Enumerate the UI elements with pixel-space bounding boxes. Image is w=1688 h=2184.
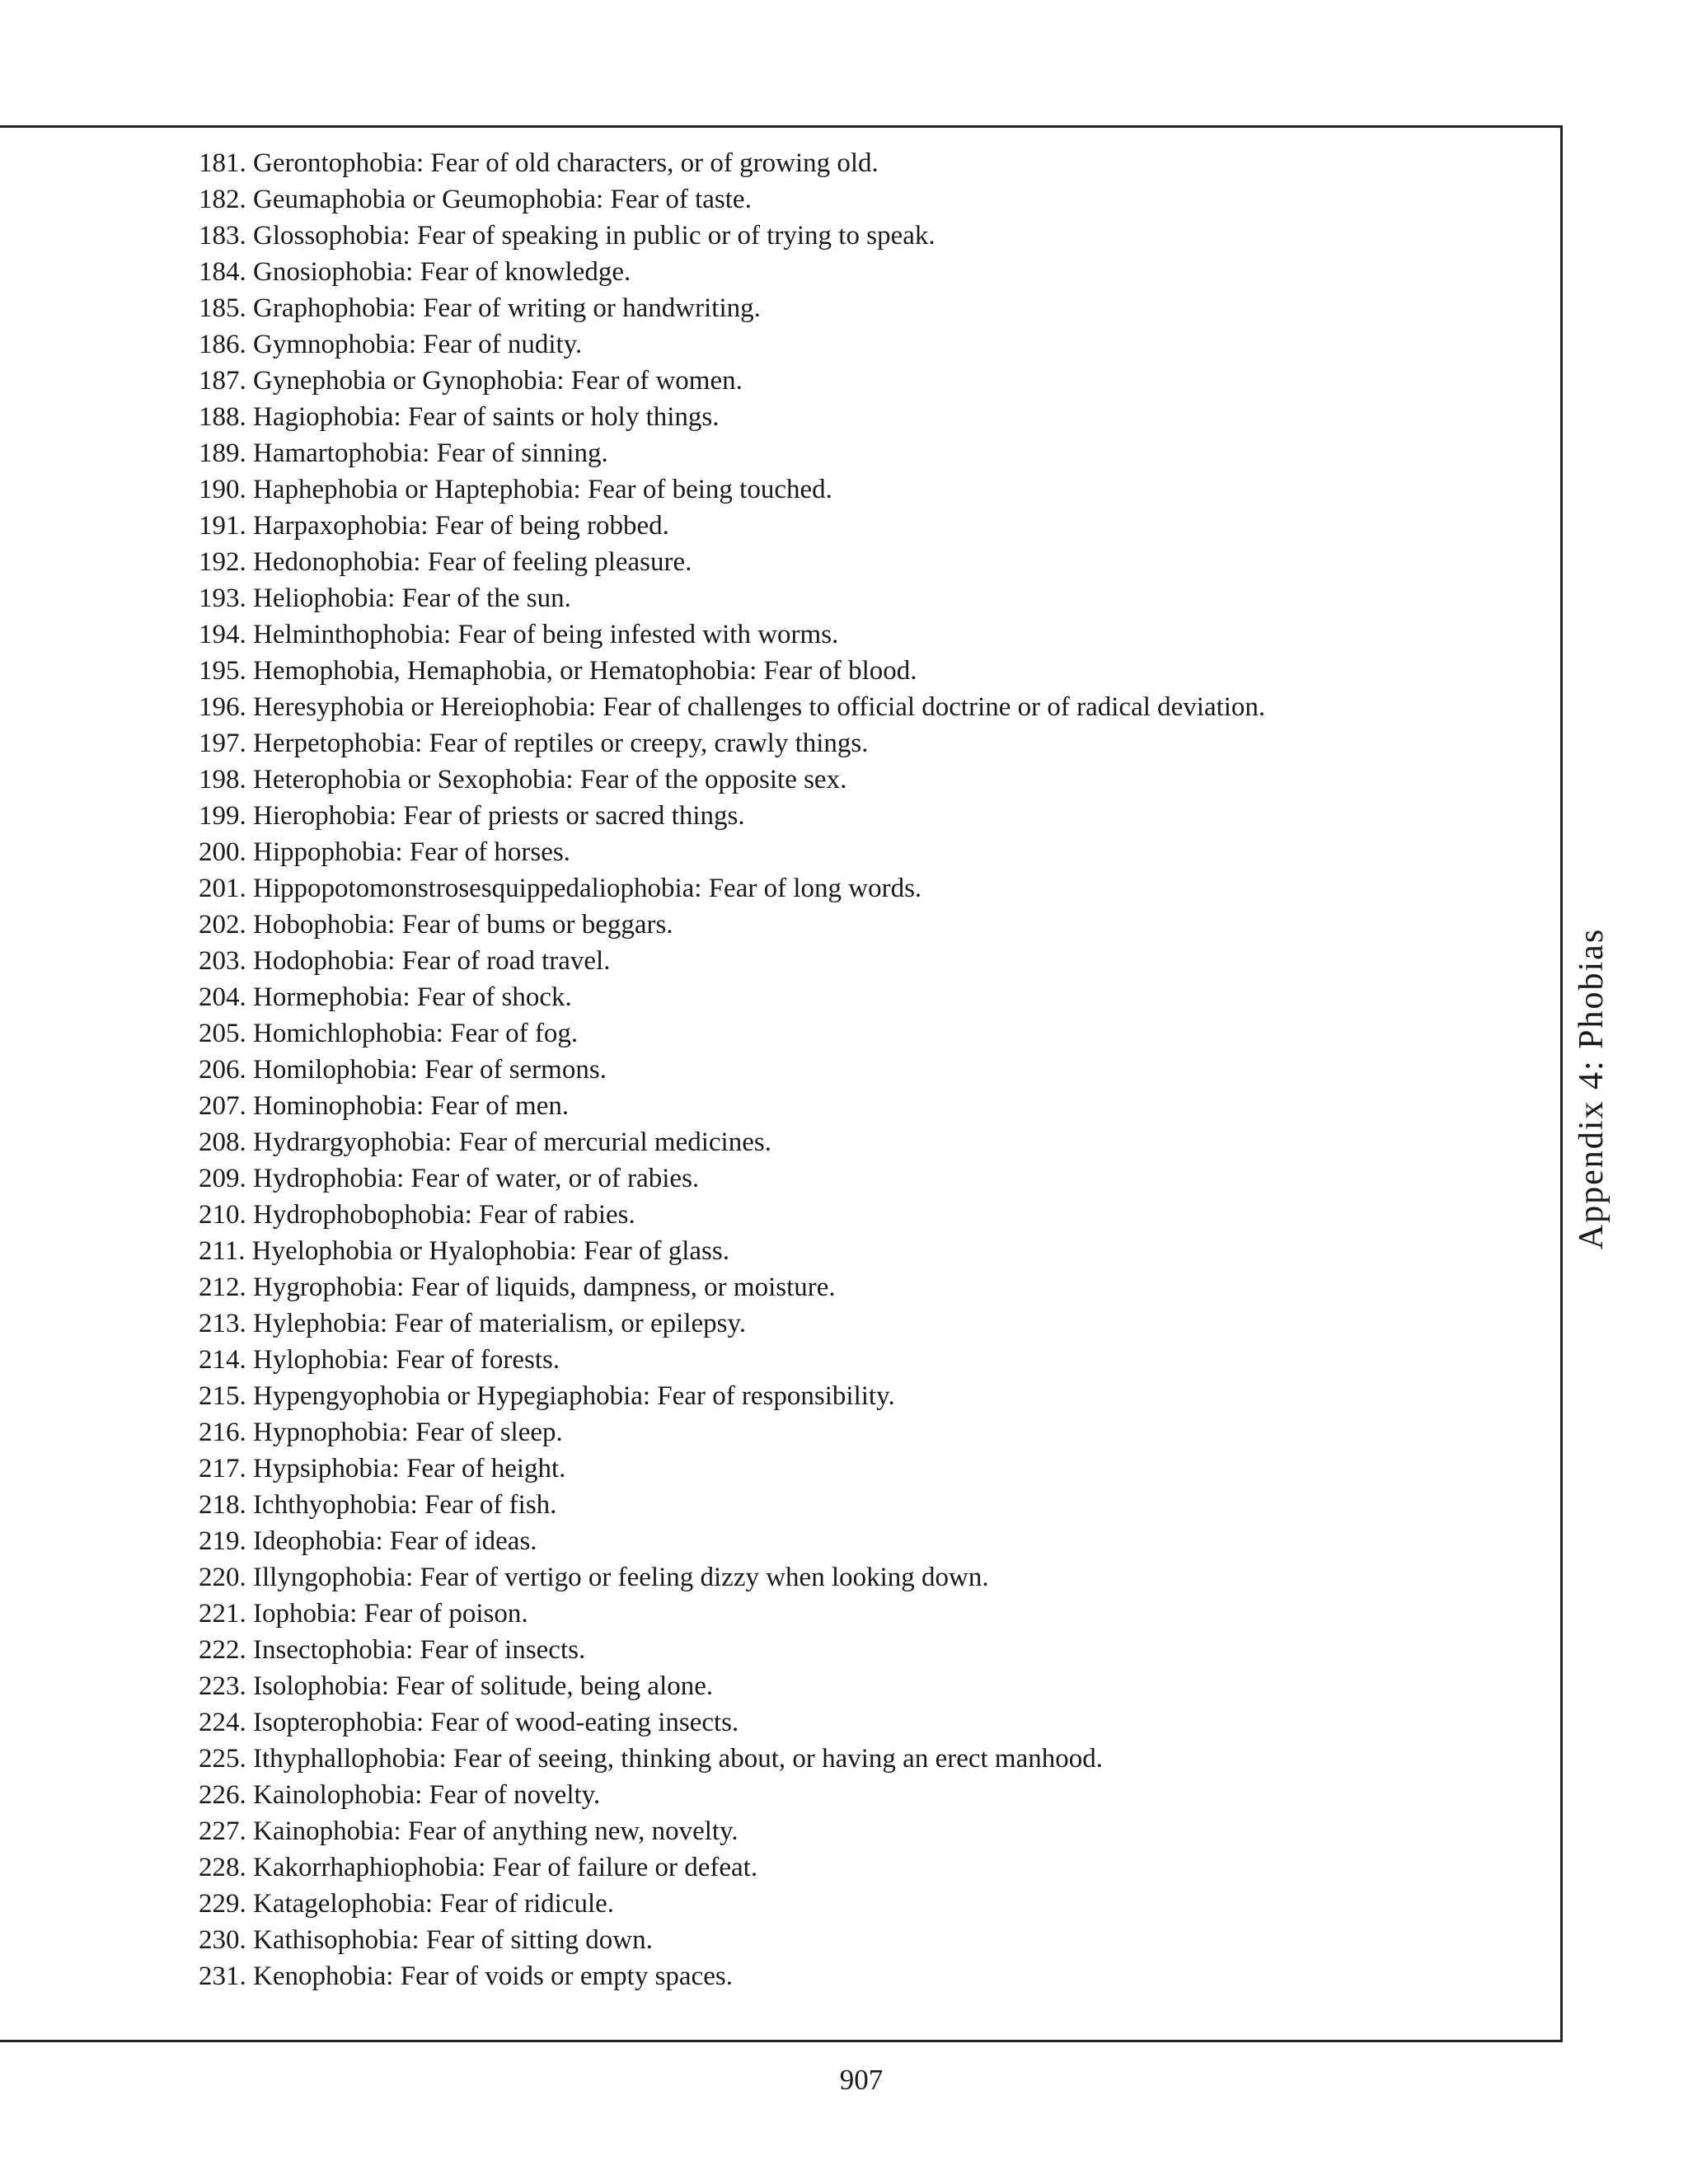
list-item: 191. Harpaxophobia: Fear of being robbed. [199, 511, 669, 541]
list-item: 223. Isolophobia: Fear of solitude, being alone. [199, 1671, 714, 1701]
list-item: 228. Kakorrhaphiophobia: Fear of failure or defeat. [199, 1853, 758, 1882]
list-item: 226. Kainolophobia: Fear of novelty. [199, 1780, 601, 1810]
list-item: 198. Heterophobia or Sexophobia: Fear of the opposite sex. [199, 765, 847, 794]
list-item: 221. Iophobia: Fear of poison. [199, 1599, 528, 1629]
list-item: 208. Hydrargyophobia: Fear of mercurial medicines. [199, 1127, 771, 1157]
list-item: 197. Herpetophobia: Fear of reptiles or creepy, crawly things. [199, 729, 869, 758]
list-item: 215. Hypengyophobia or Hypegiaphobia: Fear of responsibility. [199, 1381, 895, 1411]
list-item: 222. Insectophobia: Fear of insects. [199, 1635, 586, 1665]
list-item: 212. Hygrophobia: Fear of liquids, dampness, or moisture. [199, 1272, 836, 1302]
list-item: 200. Hippophobia: Fear of horses. [199, 837, 570, 867]
list-item: 216. Hypnophobia: Fear of sleep. [199, 1418, 563, 1447]
list-item: 195. Hemophobia, Hemaphobia, or Hematophobia: Fear of blood. [199, 656, 917, 686]
list-item: 229. Katagelophobia: Fear of ridicule. [199, 1889, 615, 1919]
list-item: 202. Hobophobia: Fear of bums or beggars. [199, 910, 673, 940]
list-item: 193. Heliophobia: Fear of the sun. [199, 583, 571, 613]
list-item: 190. Haphephobia or Haptephobia: Fear of being touched. [199, 475, 832, 504]
list-item: 183. Glossophobia: Fear of speaking in public or of trying to speak. [199, 221, 935, 251]
list-item: 184. Gnosiophobia: Fear of knowledge. [199, 257, 631, 287]
list-item: 204. Hormephobia: Fear of shock. [199, 982, 572, 1012]
list-item: 182. Geumaphobia or Geumophobia: Fear of taste. [199, 185, 752, 214]
list-item: 220. Illyngophobia: Fear of vertigo or feeling dizzy when looking down. [199, 1563, 989, 1592]
list-item: 225. Ithyphallophobia: Fear of seeing, thinking about, or having an erect manhood. [199, 1744, 1103, 1774]
list-item: 189. Hamartophobia: Fear of sinning. [199, 438, 608, 468]
section-tab [1570, 912, 1613, 1266]
list-item: 231. Kenophobia: Fear of voids or empty spaces. [199, 1961, 733, 1991]
list-item: 217. Hypsiphobia: Fear of height. [199, 1454, 566, 1483]
list-item: 192. Hedonophobia: Fear of feeling pleasure. [199, 547, 692, 577]
list-item: 199. Hierophobia: Fear of priests or sacred things. [199, 801, 745, 831]
list-item: 188. Hagiophobia: Fear of saints or holy things. [199, 402, 720, 432]
list-item: 185. Graphophobia: Fear of writing or handwriting. [199, 293, 761, 323]
list-item: 203. Hodophobia: Fear of road travel. [199, 946, 611, 976]
list-item: 196. Heresyphobia or Hereiophobia: Fear of challenges to official doctrine or of radical deviation. [199, 692, 1266, 722]
list-item: 227. Kainophobia: Fear of anything new, novelty. [199, 1816, 738, 1846]
page-number: 907 [839, 2064, 884, 2096]
list-item: 210. Hydrophobophobia: Fear of rabies. [199, 1200, 635, 1230]
list-item: 214. Hylophobia: Fear of forests. [199, 1345, 560, 1375]
list-item: 201. Hippopotomonstrosesquippedaliophobia: Fear of long words. [199, 874, 922, 903]
list-item: 209. Hydrophobia: Fear of water, or of rabies. [199, 1164, 700, 1193]
list-item: 207. Hominophobia: Fear of men. [199, 1091, 570, 1121]
list-item: 206. Homilophobia: Fear of sermons. [199, 1055, 607, 1085]
list-item: 187. Gynephobia or Gynophobia: Fear of women. [199, 366, 743, 396]
list-item: 211. Hyelophobia or Hyalophobia: Fear of glass. [199, 1236, 729, 1266]
list-item: 181. Gerontophobia: Fear of old characters, or of growing old. [199, 148, 879, 178]
phobia-list [199, 145, 1517, 1994]
list-item: 186. Gymnophobia: Fear of nudity. [199, 330, 583, 359]
list-item: 218. Ichthyophobia: Fear of fish. [199, 1490, 557, 1520]
list-item: 194. Helminthophobia: Fear of being infested with worms. [199, 620, 839, 649]
list-item: 224. Isopterophobia: Fear of wood-eating insects. [199, 1708, 739, 1737]
list-item: 205. Homichlophobia: Fear of fog. [199, 1019, 579, 1048]
list-item: 213. Hylephobia: Fear of materialism, or epilepsy. [199, 1309, 747, 1338]
section-tab-label: Appendix 4: Phobias [1573, 927, 1611, 1250]
list-item: 230. Kathisophobia: Fear of sitting down. [199, 1925, 653, 1955]
list-item: 219. Ideophobia: Fear of ideas. [199, 1526, 537, 1556]
